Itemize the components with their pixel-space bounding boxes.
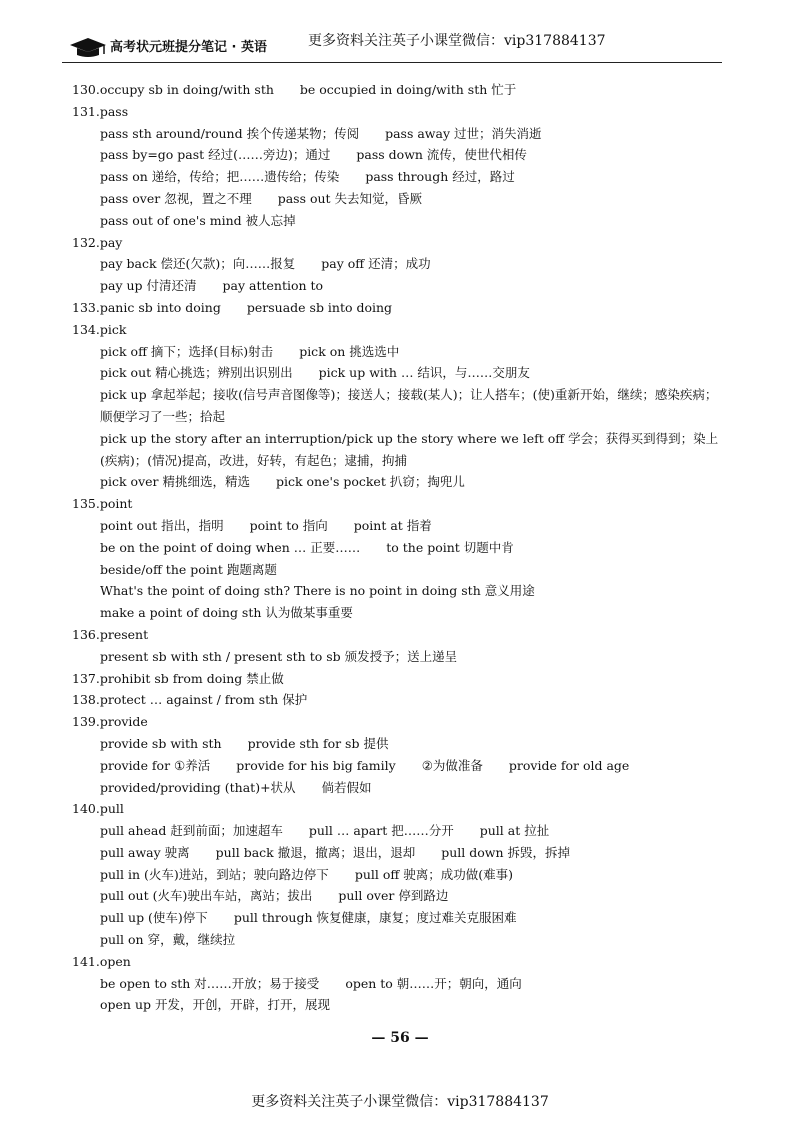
entry-number: 135. [72, 496, 100, 512]
entry-number: 141. [72, 953, 100, 969]
entry-number: 138. [72, 692, 100, 708]
phrase-line [72, 362, 722, 384]
phrase: pull back 撤退，撤离；退出，退却 [215, 844, 416, 860]
phrase-line [72, 733, 722, 755]
watermark-bottom: 更多资料关注英子小课堂微信：vip317884137 [251, 1094, 549, 1110]
phrase-line [72, 755, 722, 777]
phrase: pull through 恢复健康，康复；度过难关克服困难 [233, 910, 517, 926]
phrase: ②为做准备 [421, 757, 483, 773]
phrase: pull down 拆毁，拆掉 [441, 844, 570, 860]
phrase-line [72, 144, 722, 166]
entry-number: 136. [72, 626, 100, 642]
phrase-line [72, 602, 722, 624]
phrase: pass out of one's mind 被人忘掉 [100, 212, 296, 228]
phrase: pass out 失去知觉，昏厥 [277, 190, 423, 206]
phrase: to the point 切题中肯 [386, 539, 514, 555]
entry-heading [72, 319, 722, 341]
phrase: provide for his big family [236, 757, 396, 773]
phrase-line [72, 994, 722, 1016]
phrase-line [72, 471, 722, 493]
phrase: pay up 付清还清 [100, 278, 197, 294]
phrase-line [72, 777, 722, 799]
phrase-line [72, 275, 722, 297]
entry-word: pull [99, 801, 124, 817]
entry-word: pick [99, 321, 127, 337]
phrase: pay off 还清；成功 [321, 256, 431, 272]
phrase: be open to sth 对……开放；易于接受 [100, 975, 320, 991]
entry-word: point [99, 496, 133, 512]
phrase-line [72, 210, 722, 232]
entry-heading [72, 711, 722, 733]
phrase: pass through 经过，路过 [365, 169, 515, 185]
phrase: provide sb with sth [100, 735, 222, 751]
phrase: pull away 驶离 [100, 844, 190, 860]
phrase: pick off 摘下；选择(目标)射击 [100, 343, 274, 359]
phrase: provided/providing (that)+状从 [100, 779, 296, 795]
phrase: be occupied in doing/with sth 忙于 [299, 82, 517, 97]
phrase: pick up the story after an interruption/pick up the story where we left off 学会；获得买到得到；染上(疾病)；(情况)提高，改进，好转，有起色；逮捕，拘捕 [100, 430, 719, 468]
phrase: pick up 拿起举起；接收(信号声音图像等)；接送人；接载(某人)；让人搭车；(使)重新开始，继续；感染疾病；顺便学习了一些；拾起 [100, 387, 718, 424]
watermark-top: 更多资料关注英子小课堂微信：vip317884137 [308, 33, 606, 49]
phrase-line [72, 341, 722, 363]
phrase: pick on 挑选选中 [299, 343, 400, 359]
phrase: pick one's pocket 扒窃；掏兜儿 [275, 474, 465, 490]
phrase: pick out 精心挑选；辨别出识别出 [100, 365, 293, 381]
entry-word: pass [99, 103, 129, 119]
entry-word: provide [99, 714, 148, 730]
phrase: pull off 驶离；成功做(难事) [354, 866, 513, 882]
phrase-line [72, 428, 722, 472]
phrase: beside/off the point 跑题离题 [100, 561, 277, 577]
page-number: — 56 — [371, 1030, 429, 1046]
phrase: point out 指出，指明 [100, 517, 224, 533]
phrase: be on the point of doing when … 正要…… [100, 539, 361, 555]
phrase: open up 开发，开创，开辟，打开，展现 [100, 997, 330, 1013]
phrase: panic sb into doing [99, 299, 221, 315]
phrase: protect … against / from sth 保护 [99, 692, 308, 708]
phrase-line [72, 842, 722, 864]
phrase: make a point of doing sth 认为做某事重要 [100, 605, 353, 621]
phrase-line [72, 188, 722, 210]
phrase: point to 指向 [249, 517, 328, 533]
entry-number: 134. [72, 321, 100, 337]
phrase: pull over 停到路边 [338, 888, 449, 904]
phrase-line [72, 559, 722, 581]
vocabulary-list [72, 79, 722, 1016]
graduation-cap-icon [68, 36, 108, 58]
phrase-line [72, 384, 722, 428]
phrase: pay attention to [222, 278, 324, 294]
phrase: pick up with … 结识，与……交朋友 [318, 365, 530, 381]
phrase-line [72, 166, 722, 188]
phrase-line [72, 79, 722, 101]
phrase: occupy sb in doing/with sth [99, 82, 274, 97]
entry-number: 140. [72, 801, 100, 817]
entry-heading [72, 232, 722, 254]
phrase: prohibit sb from doing 禁止做 [99, 670, 284, 686]
entry-word: pay [99, 234, 123, 250]
phrase: open to 朝……开；朝向，通向 [345, 975, 522, 991]
phrase: What's the point of doing sth? There is no point in doing sth 意义用途 [100, 583, 535, 599]
entry-heading [72, 951, 722, 973]
phrase: 倘若假如 [321, 779, 372, 795]
phrase: pull … apart 把……分开 [308, 823, 454, 839]
entry-heading [72, 493, 722, 515]
phrase: provide sth for sb 提供 [247, 735, 389, 751]
entry-word: open [99, 953, 131, 969]
phrase-line [72, 689, 722, 711]
phrase: pull on 穿，戴，继续拉 [100, 932, 236, 948]
phrase-line [72, 885, 722, 907]
phrase: pull in (火车)进站，到站；驶向路边停下 [100, 866, 329, 882]
phrase: pass sth around/round 挨个传递某物；传阅 [100, 125, 360, 141]
entry-number: 132. [72, 234, 100, 250]
phrase: pass by=go past 经过(……旁边)；通过 [100, 147, 331, 163]
phrase: pay back 偿还(欠款)；向……报复 [100, 256, 296, 272]
phrase: pull at 拉扯 [479, 823, 550, 839]
phrase: provide for ①养活 [100, 757, 211, 773]
entry-number: 130. [72, 82, 100, 97]
book-title: 高考状元班提分笔记 · 英语 [110, 40, 267, 55]
entry-heading [72, 798, 722, 820]
entry-heading [72, 624, 722, 646]
phrase-line [72, 646, 722, 668]
phrase: pass on 递给，传给；把……遗传给；传染 [100, 169, 340, 185]
phrase-line [72, 929, 722, 951]
phrase-line [72, 820, 722, 842]
phrase: provide for old age [508, 757, 630, 773]
phrase: point at 指着 [353, 517, 432, 533]
phrase-line [72, 123, 722, 145]
phrase-line [72, 515, 722, 537]
phrase-line [72, 864, 722, 886]
phrase-line [72, 297, 722, 319]
phrase: persuade sb into doing [246, 299, 393, 315]
phrase-line [72, 668, 722, 690]
entry-number: 133. [72, 299, 100, 315]
phrase-line [72, 907, 722, 929]
phrase: pull up (使车)停下 [100, 910, 208, 926]
entry-number: 131. [72, 103, 100, 119]
phrase: pass over 忽视，置之不理 [100, 190, 252, 206]
page-header [62, 24, 722, 64]
phrase: pick over 精挑细选，精选 [100, 474, 250, 490]
phrase-line [72, 580, 722, 602]
phrase-line [72, 537, 722, 559]
entry-word: present [99, 626, 149, 642]
phrase: pull ahead 赶到前面；加速超车 [100, 823, 283, 839]
entry-number: 137. [72, 670, 100, 686]
phrase: pull out (火车)驶出车站，离站；拔出 [100, 888, 313, 904]
entry-number: 139. [72, 714, 100, 730]
phrase: pass down 流传，使世代相传 [356, 147, 527, 163]
phrase-line [72, 973, 722, 995]
phrase: present sb with sth / present sth to sb 颁发授予；送上递呈 [100, 648, 458, 664]
phrase-line [72, 253, 722, 275]
entry-heading [72, 101, 722, 123]
phrase: pass away 过世；消失消逝 [385, 125, 542, 141]
header-rule [62, 62, 722, 63]
